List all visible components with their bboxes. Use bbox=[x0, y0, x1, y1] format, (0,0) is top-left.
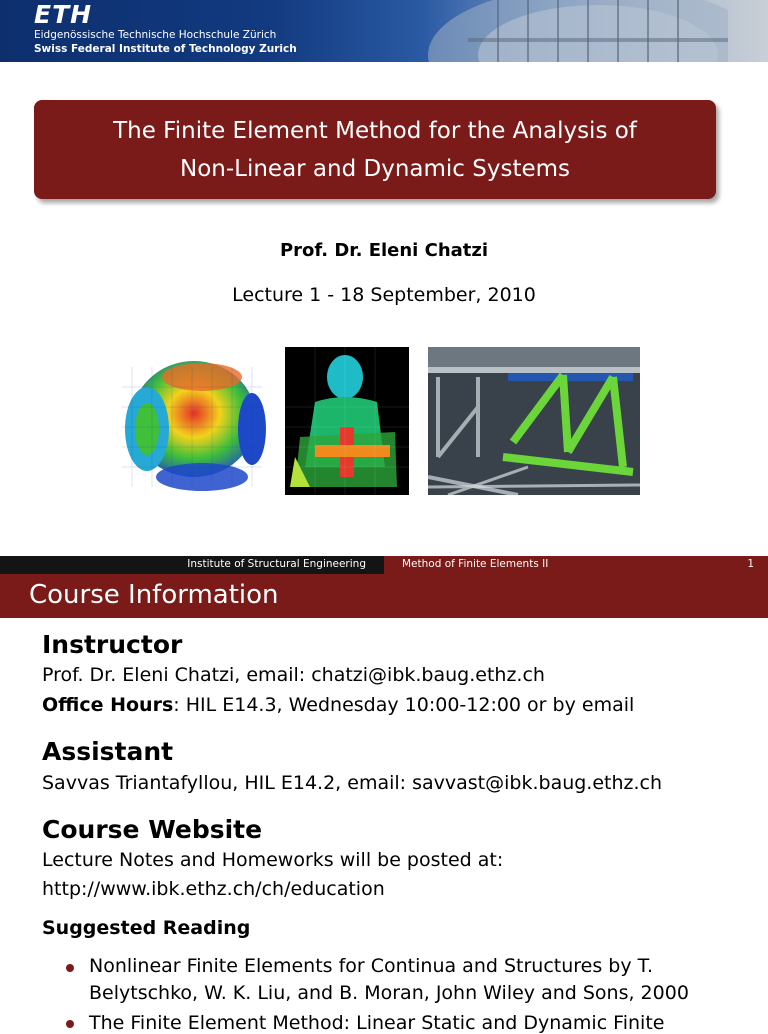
frame-title-bar bbox=[0, 574, 768, 618]
footer-left bbox=[0, 556, 384, 574]
website-line-1: Lecture Notes and Homeworks will be posted at: bbox=[42, 849, 504, 871]
instructor-line: Prof. Dr. Eleni Chatzi, email: chatzi@ibk.baug.ethz.ch bbox=[42, 664, 545, 686]
footer-institute: Institute of Structural Engineering bbox=[187, 558, 366, 570]
office-hours-label: Office Hours bbox=[42, 694, 174, 716]
lecture-date: Lecture 1 - 18 September, 2010 bbox=[232, 284, 536, 306]
reading-item-1-line-2: Belytschko, W. K. Liu, and B. Moran, John Wiley and Sons, 2000 bbox=[89, 982, 689, 1004]
building-dome-graphic bbox=[368, 0, 728, 62]
assistant-heading: Assistant bbox=[42, 737, 174, 766]
office-hours-line bbox=[42, 694, 634, 716]
eth-logo: ETH bbox=[34, 0, 93, 29]
footer-page-number: 1 bbox=[747, 558, 754, 570]
website-heading: Course Website bbox=[42, 815, 263, 844]
fem-shell-model-image bbox=[112, 347, 270, 497]
bullet-icon bbox=[66, 964, 74, 972]
fem-human-model-image bbox=[285, 347, 409, 495]
website-url[interactable]: http://www.ibk.ethz.ch/ch/education bbox=[42, 878, 385, 900]
reading-heading: Suggested Reading bbox=[42, 917, 251, 939]
eth-header-banner bbox=[0, 0, 768, 62]
eth-name-english: Swiss Federal Institute of Technology Zurich bbox=[34, 43, 297, 55]
assistant-line: Savvas Triantafyllou, HIL E14.2, email: savvast@ibk.baug.ethz.ch bbox=[42, 772, 663, 794]
reading-item-1-line-1: Nonlinear Finite Elements for Continua and Structures by T. bbox=[89, 955, 654, 977]
bridge-truss-image bbox=[428, 347, 640, 495]
frame-title: Course Information bbox=[29, 580, 279, 610]
title-line-2: Non-Linear and Dynamic Systems bbox=[179, 155, 571, 182]
author: Prof. Dr. Eleni Chatzi bbox=[279, 240, 489, 261]
slide-footer bbox=[0, 556, 768, 574]
eth-name-german: Eidgenössische Technische Hochschule Zürich bbox=[34, 29, 277, 41]
title-line-1: The Finite Element Method for the Analysis of bbox=[113, 117, 637, 144]
reading-item-2-line-1: The Finite Element Method: Linear Static and Dynamic Finite bbox=[89, 1012, 665, 1034]
footer-right bbox=[384, 556, 768, 574]
bullet-icon bbox=[66, 1020, 74, 1028]
office-hours-value: : HIL E14.3, Wednesday 10:00-12:00 or by email bbox=[173, 694, 635, 716]
footer-course: Method of Finite Elements II bbox=[402, 558, 549, 570]
title-box bbox=[34, 100, 716, 199]
instructor-heading: Instructor bbox=[42, 630, 183, 659]
